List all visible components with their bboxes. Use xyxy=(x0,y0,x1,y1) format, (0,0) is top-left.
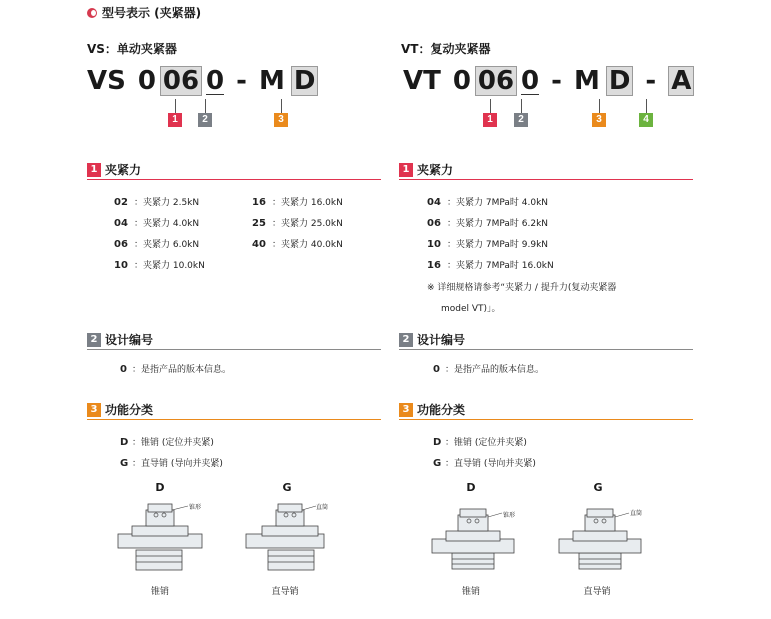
marker-3: 3 xyxy=(274,113,288,127)
vt-section-clamp-force: 1 夹紧力 xyxy=(399,163,693,180)
marker-3: 3 xyxy=(592,113,606,127)
list-item: 10 ：夹紧力 7MPa时 9.9kN xyxy=(427,239,549,250)
list-item: D ：锥销 (定位并夹紧) xyxy=(433,437,527,448)
model-box-2: 0 xyxy=(206,66,225,96)
model-box-2: 0 xyxy=(521,66,540,96)
taper-pin-clamp-drawing xyxy=(110,500,210,580)
model-digit: 0 xyxy=(137,66,156,96)
model-box-1: 06 xyxy=(475,66,517,96)
model-m: M xyxy=(573,66,600,96)
vs-section-design-number: 2 设计编号 xyxy=(87,333,381,350)
model-dash: - xyxy=(645,66,657,96)
marker-1: 1 xyxy=(483,113,497,127)
list-item: 25 ：夹紧力 25.0kN xyxy=(252,218,343,229)
caption-taper-pin: 锥销 xyxy=(461,587,480,597)
callout-straight: 直筒 xyxy=(316,504,329,511)
caption-straight-pin: 直导销 xyxy=(271,587,299,597)
bullet-icon xyxy=(87,8,97,18)
section-number: 2 xyxy=(399,333,413,347)
figure-label-d: D xyxy=(466,481,476,494)
marker-2: 2 xyxy=(198,113,212,127)
vt-section-design-number: 2 设计编号 xyxy=(399,333,693,350)
section-number: 1 xyxy=(87,163,101,177)
model-box-3: D xyxy=(291,66,319,96)
model-digit: 0 xyxy=(452,66,471,96)
marker-1: 1 xyxy=(168,113,182,127)
model-box-4: A xyxy=(668,66,694,96)
section-number: 3 xyxy=(399,403,413,417)
spec-note: ※ 详细规格请参考“夹紧力 / 提升力(复动夹紧器 xyxy=(427,283,617,293)
section-number: 1 xyxy=(399,163,413,177)
marker-4: 4 xyxy=(639,113,653,127)
model-dash: - xyxy=(236,66,247,96)
page-title: 型号表示 (夹紧器) xyxy=(87,4,201,21)
vt-subtitle: VT：复动夹紧器 xyxy=(401,42,491,56)
caption-taper-pin: 锥销 xyxy=(150,587,169,597)
list-item: 16 ：夹紧力 7MPa时 16.0kN xyxy=(427,260,554,271)
list-item: G ：直导销 (导向并夹紧) xyxy=(120,458,223,469)
model-prefix: VT xyxy=(403,66,441,96)
vs-section-function: 3 功能分类 xyxy=(87,403,381,420)
model-prefix: VS xyxy=(87,66,126,96)
list-item: D ：锥销 (定位并夹紧) xyxy=(120,437,214,448)
list-item: 04 ：夹紧力 7MPa时 4.0kN xyxy=(427,197,549,208)
caption-straight-pin: 直导销 xyxy=(583,587,611,597)
vs-section-clamp-force: 1 夹紧力 xyxy=(87,163,381,180)
callout-taper: 锥形 xyxy=(189,504,202,511)
list-item: 06 ：夹紧力 7MPa时 6.2kN xyxy=(427,218,549,229)
callout-taper: 锥形 xyxy=(503,512,516,519)
vt-model-code xyxy=(403,66,694,96)
vt-section-function: 3 功能分类 xyxy=(399,403,693,420)
list-item: 10 ：夹紧力 10.0kN xyxy=(114,260,205,271)
section-number: 2 xyxy=(87,333,101,347)
figure-label-g: G xyxy=(593,481,603,494)
figure-label-d: D xyxy=(155,481,165,494)
model-box-3: D xyxy=(606,66,634,96)
straight-pin-clamp-drawing xyxy=(242,500,342,580)
model-box-1: 06 xyxy=(160,66,202,96)
list-item: 16 ：夹紧力 16.0kN xyxy=(252,197,343,208)
list-item: 02 ：夹紧力 2.5kN xyxy=(114,197,200,208)
section-number: 3 xyxy=(87,403,101,417)
list-item: 0 ：是指产品的版本信息。 xyxy=(120,364,232,375)
list-item: 0 ：是指产品的版本信息。 xyxy=(433,364,545,375)
list-item: 06 ：夹紧力 6.0kN xyxy=(114,239,200,250)
vs-subtitle: VS：单动夹紧器 xyxy=(87,42,177,56)
list-item: G ：直导销 (导向并夹紧) xyxy=(433,458,536,469)
vs-model-code xyxy=(87,66,318,96)
model-m: M xyxy=(258,66,285,96)
list-item: 40 ：夹紧力 40.0kN xyxy=(252,239,343,250)
figure-label-g: G xyxy=(282,481,292,494)
spec-note-cont: model VT)」。 xyxy=(441,304,501,314)
callout-straight: 直筒 xyxy=(630,510,643,517)
marker-2: 2 xyxy=(514,113,528,127)
model-dash: - xyxy=(551,66,562,96)
list-item: 04 ：夹紧力 4.0kN xyxy=(114,218,200,229)
